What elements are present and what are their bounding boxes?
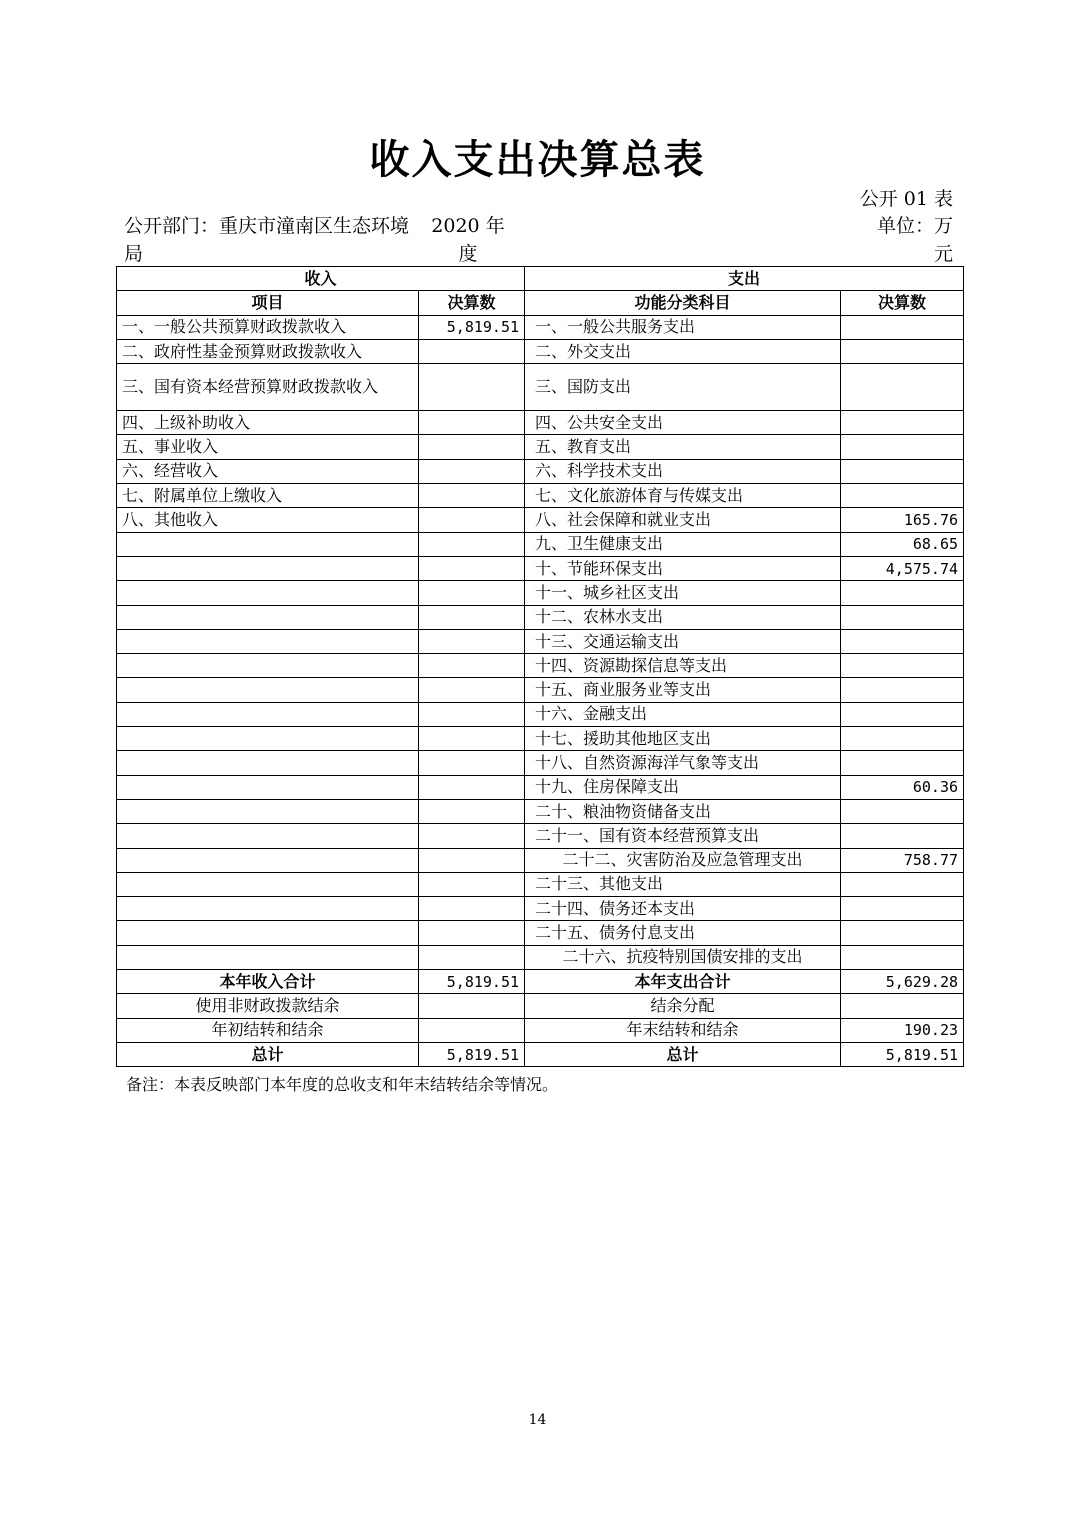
form-number: 公开 01 表	[859, 188, 953, 210]
income-item-cell	[117, 824, 419, 848]
income-amount-cell	[419, 897, 525, 921]
table-row	[117, 751, 964, 775]
expense-item-cell: 八、社会保障和就业支出	[525, 508, 841, 532]
table-row	[117, 435, 964, 459]
income-amount-cell	[419, 921, 525, 945]
income-expense-table	[116, 266, 964, 1067]
expense-item-cell: 七、文化旅游体育与传媒支出	[525, 484, 841, 508]
income-amount-cell	[419, 654, 525, 678]
summary-expense-item: 总计	[525, 1042, 841, 1066]
expense-item-cell: 十六、金融支出	[525, 702, 841, 726]
expense-item-cell: 十、节能环保支出	[525, 556, 841, 580]
income-item-cell	[117, 945, 419, 969]
income-header: 收入	[117, 267, 525, 291]
table-column-header	[117, 291, 964, 315]
year-label: 2020 年度	[431, 215, 505, 265]
income-amount-cell	[419, 872, 525, 896]
income-item-cell	[117, 532, 419, 556]
income-amount-cell	[419, 411, 525, 435]
expense-item-cell: 六、科学技术支出	[525, 459, 841, 483]
expense-amount-cell	[841, 751, 964, 775]
table-row	[117, 678, 964, 702]
unit-label: 单位：万元	[876, 215, 953, 265]
expense-amount-cell	[841, 824, 964, 848]
table-row	[117, 872, 964, 896]
table-row	[117, 508, 964, 532]
table-summary	[117, 970, 964, 1067]
summary-expense-amount: 5,819.51	[841, 1042, 964, 1066]
expense-item-cell: 三、国防支出	[525, 364, 841, 411]
table-row	[117, 727, 964, 751]
expense-amount-cell	[841, 945, 964, 969]
expense-item-cell: 二十二、灾害防治及应急管理支出	[525, 848, 841, 872]
income-amount-cell	[419, 945, 525, 969]
summary-income-item: 本年收入合计	[117, 970, 419, 994]
income-amount-cell	[419, 459, 525, 483]
expense-item-cell: 二十一、国有资本经营预算支出	[525, 824, 841, 848]
income-item-cell	[117, 848, 419, 872]
income-amount-cell	[419, 556, 525, 580]
expense-item-header: 功能分类科目	[525, 291, 841, 315]
table-row	[117, 411, 964, 435]
income-amount-cell	[419, 364, 525, 411]
table-row	[117, 315, 964, 339]
table-row	[117, 945, 964, 969]
expense-amount-cell	[841, 872, 964, 896]
income-item-cell	[117, 654, 419, 678]
income-amount-cell	[419, 775, 525, 799]
expense-amount-cell	[841, 702, 964, 726]
income-amount-cell	[419, 751, 525, 775]
income-amount-cell	[419, 799, 525, 823]
income-item-cell: 五、事业收入	[117, 435, 419, 459]
expense-amount-cell: 758.77	[841, 848, 964, 872]
income-amount-cell	[419, 629, 525, 653]
expense-item-cell: 十三、交通运输支出	[525, 629, 841, 653]
income-item-cell: 三、国有资本经营预算财政拨款收入	[117, 364, 419, 411]
income-item-cell: 六、经营收入	[117, 459, 419, 483]
summary-expense-item: 结余分配	[525, 994, 841, 1018]
income-amount-header: 决算数	[419, 291, 525, 315]
expense-item-cell: 一、一般公共服务支出	[525, 315, 841, 339]
income-item-cell: 二、政府性基金预算财政拨款收入	[117, 339, 419, 363]
expense-item-cell: 十四、资源勘探信息等支出	[525, 654, 841, 678]
summary-row	[117, 1042, 964, 1066]
expense-item-cell: 十七、援助其他地区支出	[525, 727, 841, 751]
expense-item-cell: 十一、城乡社区支出	[525, 581, 841, 605]
expense-amount-cell: 165.76	[841, 508, 964, 532]
table-row	[117, 921, 964, 945]
income-item-header: 项目	[117, 291, 419, 315]
summary-expense-amount	[841, 994, 964, 1018]
table-row	[117, 824, 964, 848]
page-number: 14	[528, 1412, 547, 1428]
expense-item-cell: 十九、住房保障支出	[525, 775, 841, 799]
income-amount-cell	[419, 435, 525, 459]
expense-amount-cell	[841, 605, 964, 629]
expense-amount-cell	[841, 339, 964, 363]
expense-amount-cell	[841, 459, 964, 483]
summary-income-amount	[419, 1018, 525, 1042]
table-note: 备注：本表反映部门本年度的总收支和年末结转结余等情况。	[126, 1075, 559, 1094]
expense-amount-cell	[841, 654, 964, 678]
income-amount-cell	[419, 484, 525, 508]
table-row	[117, 484, 964, 508]
summary-income-item: 使用非财政拨款结余	[117, 994, 419, 1018]
income-item-cell	[117, 921, 419, 945]
department-label: 公开部门：重庆市潼南区生态环境局	[124, 215, 410, 265]
table-row	[117, 532, 964, 556]
summary-row	[117, 994, 964, 1018]
table-row	[117, 605, 964, 629]
income-item-cell	[117, 629, 419, 653]
income-item-cell: 八、其他收入	[117, 508, 419, 532]
expense-amount-cell: 4,575.74	[841, 556, 964, 580]
summary-income-amount: 5,819.51	[419, 1042, 525, 1066]
expense-item-cell: 五、教育支出	[525, 435, 841, 459]
expense-amount-header: 决算数	[841, 291, 964, 315]
table-row	[117, 556, 964, 580]
table-row	[117, 581, 964, 605]
expense-amount-cell	[841, 315, 964, 339]
expense-amount-cell	[841, 629, 964, 653]
income-amount-cell	[419, 581, 525, 605]
income-item-cell	[117, 556, 419, 580]
table-row	[117, 459, 964, 483]
income-amount-cell	[419, 824, 525, 848]
income-amount-cell	[419, 702, 525, 726]
income-amount-cell	[419, 532, 525, 556]
expense-header: 支出	[525, 267, 964, 291]
summary-income-amount	[419, 994, 525, 1018]
income-item-cell	[117, 872, 419, 896]
expense-amount-cell: 68.65	[841, 532, 964, 556]
income-item-cell	[117, 678, 419, 702]
expense-amount-cell	[841, 678, 964, 702]
table-row	[117, 654, 964, 678]
income-item-cell	[117, 727, 419, 751]
table-row	[117, 339, 964, 363]
expense-amount-cell	[841, 484, 964, 508]
income-item-cell: 一、一般公共预算财政拨款收入	[117, 315, 419, 339]
income-amount-cell	[419, 508, 525, 532]
table-row	[117, 848, 964, 872]
income-item-cell: 四、上级补助收入	[117, 411, 419, 435]
income-item-cell	[117, 702, 419, 726]
expense-amount-cell	[841, 799, 964, 823]
summary-expense-item: 本年支出合计	[525, 970, 841, 994]
income-amount-cell	[419, 678, 525, 702]
expense-item-cell: 十八、自然资源海洋气象等支出	[525, 751, 841, 775]
summary-row	[117, 970, 964, 994]
income-item-cell	[117, 799, 419, 823]
expense-item-cell: 二十六、抗疫特别国债安排的支出	[525, 945, 841, 969]
expense-amount-cell	[841, 581, 964, 605]
expense-amount-cell	[841, 897, 964, 921]
table-group-header	[117, 267, 964, 291]
table-row	[117, 702, 964, 726]
summary-row	[117, 1018, 964, 1042]
income-amount-cell	[419, 727, 525, 751]
income-amount-cell	[419, 605, 525, 629]
summary-expense-amount: 190.23	[841, 1018, 964, 1042]
expense-item-cell: 十五、商业服务业等支出	[525, 678, 841, 702]
income-item-cell	[117, 775, 419, 799]
summary-income-amount: 5,819.51	[419, 970, 525, 994]
expense-item-cell: 二十、粮油物资储备支出	[525, 799, 841, 823]
income-amount-cell	[419, 339, 525, 363]
summary-income-item: 总计	[117, 1042, 419, 1066]
summary-expense-amount: 5,629.28	[841, 970, 964, 994]
expense-amount-cell	[841, 921, 964, 945]
table-body	[117, 315, 964, 969]
expense-item-cell: 二十三、其他支出	[525, 872, 841, 896]
table-row	[117, 897, 964, 921]
expense-item-cell: 十二、农林水支出	[525, 605, 841, 629]
income-amount-cell: 5,819.51	[419, 315, 525, 339]
income-item-cell	[117, 581, 419, 605]
table-row	[117, 775, 964, 799]
expense-amount-cell	[841, 727, 964, 751]
income-item-cell	[117, 605, 419, 629]
expense-amount-cell	[841, 364, 964, 411]
expense-item-cell: 二十五、债务付息支出	[525, 921, 841, 945]
expense-amount-cell	[841, 411, 964, 435]
summary-income-item: 年初结转和结余	[117, 1018, 419, 1042]
expense-item-cell: 二十四、债务还本支出	[525, 897, 841, 921]
expense-amount-cell: 60.36	[841, 775, 964, 799]
page-title: 收入支出决算总表	[369, 137, 706, 183]
income-amount-cell	[419, 848, 525, 872]
income-item-cell: 七、附属单位上缴收入	[117, 484, 419, 508]
expense-amount-cell	[841, 435, 964, 459]
table-row	[117, 629, 964, 653]
income-item-cell	[117, 751, 419, 775]
table-row	[117, 364, 964, 411]
expense-item-cell: 九、卫生健康支出	[525, 532, 841, 556]
table-row	[117, 799, 964, 823]
expense-item-cell: 四、公共安全支出	[525, 411, 841, 435]
expense-item-cell: 二、外交支出	[525, 339, 841, 363]
summary-expense-item: 年末结转和结余	[525, 1018, 841, 1042]
income-item-cell	[117, 897, 419, 921]
